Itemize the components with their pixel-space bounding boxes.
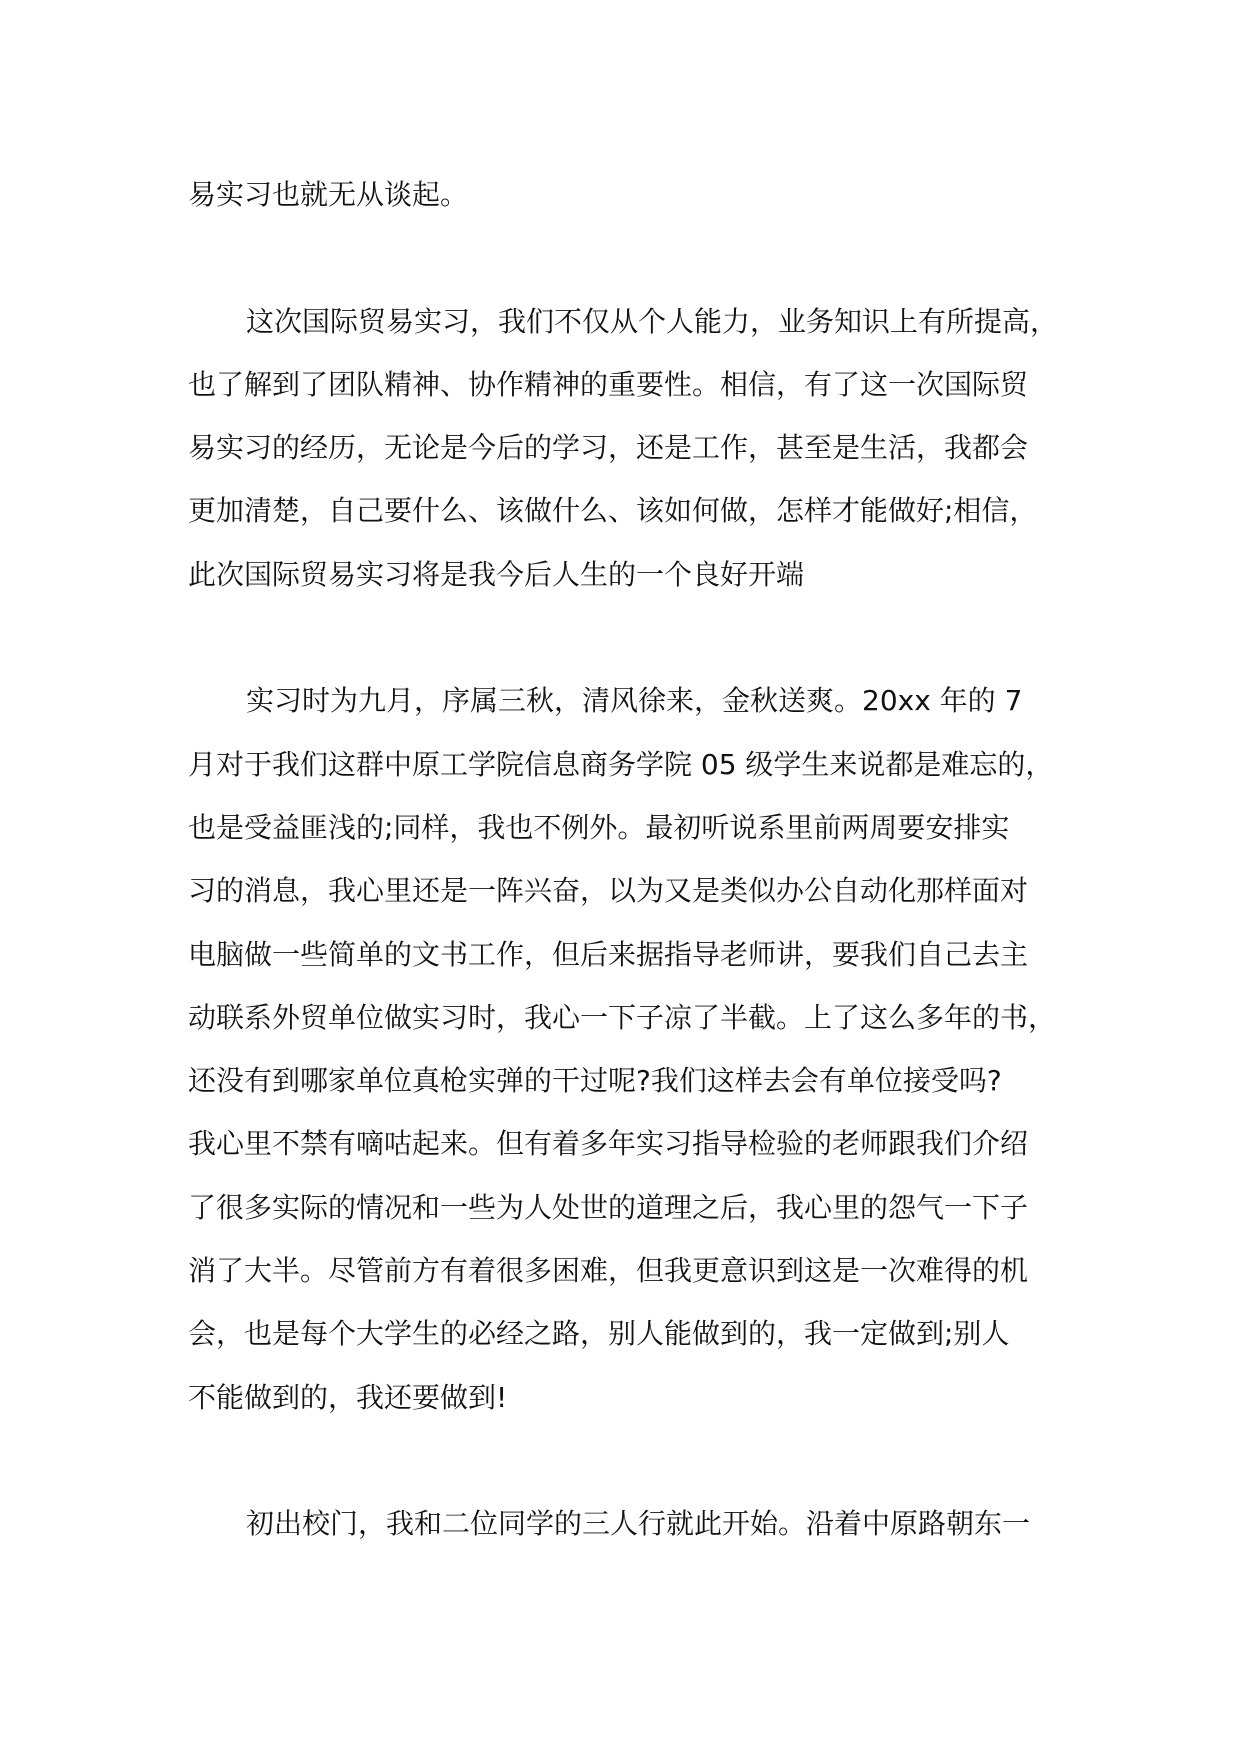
paragraph-3-line-4: 习的消息，我心里还是一阵兴奋，以为又是类似办公自动化那样面对 <box>188 874 1029 908</box>
paragraph-1-line-1: 易实习也就无从谈起。 <box>188 178 469 211</box>
paragraph-3-line-1: 实习时为九月，序属三秋，清风徐来，金秋送爽。20xx 年的 7 <box>246 684 1023 718</box>
paragraph-3-line-2: 月对于我们这群中原工学院信息商务学院 05 级学生来说都是难忘的， <box>188 747 1054 781</box>
paragraph-gap <box>188 606 1088 669</box>
paragraph-2-line-5: 此次国际贸易实习将是我今后人生的一个良好开端 <box>188 557 805 591</box>
paragraph-3-line-11: 会，也是每个大学生的必经之路，别人能做到的，我一定做到;别人 <box>188 1317 1010 1351</box>
paragraph-2-line-1: 这次国际贸易实习，我们不仅从个人能力，业务知识上有所提高， <box>246 304 1059 338</box>
paragraph-3-line-9: 了很多实际的情况和一些为人处世的道理之后，我心里的怨气一下子 <box>188 1190 1029 1224</box>
paragraph-3-line-7: 还没有到哪家单位真枪实弹的干过呢?我们这样去会有单位接受吗? <box>188 1064 1002 1098</box>
paragraph-3-line-10: 消了大半。尽管前方有着很多困难，但我更意识到这是一次难得的机 <box>188 1254 1029 1288</box>
paragraph-gap <box>188 1429 1088 1492</box>
paragraph-3-line-8: 我心里不禁有嘀咕起来。但有着多年实习指导检验的老师跟我们介绍 <box>188 1127 1029 1161</box>
paragraph-2-line-2: 也了解到了团队精神、协作精神的重要性。相信，有了这一次国际贸 <box>188 367 1029 401</box>
paragraph-3-line-3: 也是受益匪浅的;同样，我也不例外。最初听说系里前两周要安排实 <box>188 810 1010 844</box>
paragraph-3-line-6: 动联系外贸单位做实习时，我心一下子凉了半截。上了这么多年的书， <box>188 1000 1057 1034</box>
paragraph-gap <box>188 226 1088 289</box>
document-body <box>188 163 1088 1556</box>
paragraph-3-line-12: 不能做到的，我还要做到! <box>188 1380 508 1414</box>
paragraph-4-line-1: 初出校门，我和二位同学的三人行就此开始。沿着中原路朝东一 <box>246 1507 1031 1541</box>
paragraph-2-line-3: 易实习的经历，无论是今后的学习，还是工作，甚至是生活，我都会 <box>188 431 1029 465</box>
paragraph-2-line-4: 更加清楚，自己要什么、该做什么、该如何做，怎样才能做好;相信， <box>188 494 1038 528</box>
paragraph-3-line-5: 电脑做一些简单的文书工作，但后来据指导老师讲，要我们自己去主 <box>188 937 1029 971</box>
